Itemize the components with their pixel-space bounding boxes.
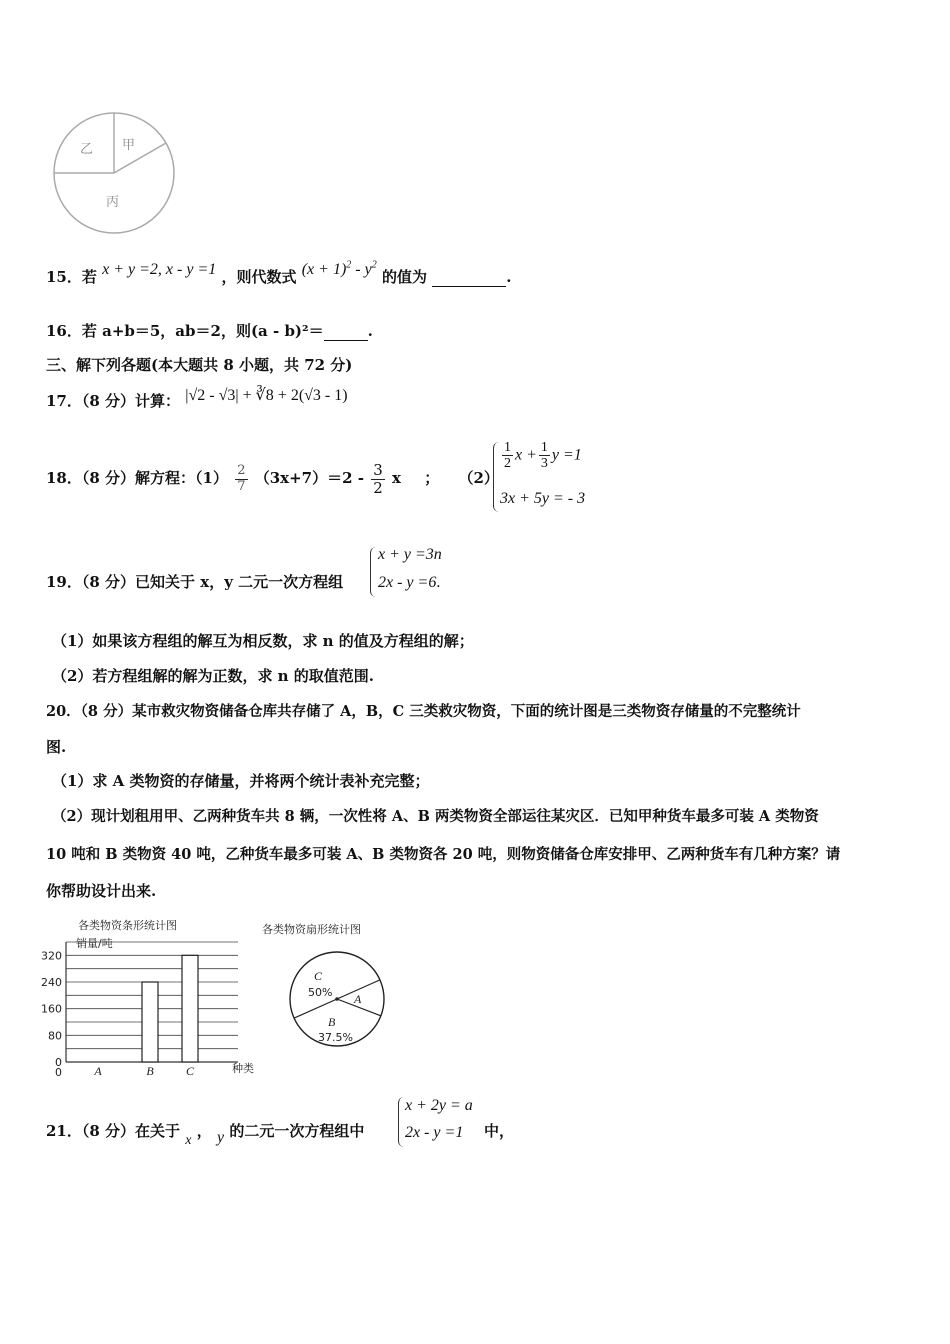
q15-answer-blank[interactable] bbox=[432, 286, 506, 287]
question-19 bbox=[46, 571, 343, 592]
pie-chart-center bbox=[335, 997, 339, 1001]
q16-answer-blank[interactable] bbox=[324, 340, 368, 341]
question-18 bbox=[46, 462, 499, 496]
q18-system-eq1: $\frac{1}{2}$ x + $\frac{1}{3}$ y =1 bbox=[504, 440, 582, 472]
q17-prefix: 17．（8 分）计算： bbox=[46, 392, 181, 410]
q18-prefix: 18．（8 分）解方程：（1） bbox=[46, 469, 228, 487]
q20-part2-line3: 你帮助设计出来. bbox=[46, 882, 157, 900]
q18-system-brace bbox=[493, 442, 500, 512]
bar-chart-xlabel: 种类 bbox=[232, 1062, 254, 1075]
bar-chart-title: 各类物资条形统计图 bbox=[78, 919, 177, 932]
q19-prefix: 19．（8 分）已知关于 x，y 二元一次方程组 bbox=[46, 573, 344, 591]
q18-mid: （3x+7）＝2 - bbox=[254, 469, 365, 487]
q21-comma: ， bbox=[196, 1122, 212, 1140]
top-pie-label-bing: 丙 bbox=[106, 195, 120, 210]
bar-category-c: C bbox=[185, 1064, 195, 1078]
q18-separator: ； bbox=[424, 469, 440, 487]
q19-part2: （2）若方程组解的解为正数，求 n 的取值范围. bbox=[52, 667, 375, 685]
question-21 bbox=[46, 1120, 365, 1148]
q15-mid: ，则代数式 bbox=[221, 268, 297, 286]
bar-b bbox=[142, 982, 158, 1062]
q21-end: 中， bbox=[484, 1122, 515, 1140]
q21-x: x bbox=[185, 1133, 192, 1148]
bar-chart-ytick: 0 bbox=[55, 1056, 62, 1069]
q15-condition: x + y =2, x - y =1 bbox=[102, 261, 217, 278]
q20-line2: 图. bbox=[46, 738, 67, 756]
q18-system-eq2: 3x + 5y = - 3 bbox=[500, 490, 586, 507]
pie-label-b: B bbox=[328, 1015, 336, 1029]
bar-chart bbox=[40, 930, 270, 1078]
pie-label-a: A bbox=[354, 992, 362, 1006]
pie-chart bbox=[282, 944, 392, 1054]
pie-value-b: 37.5% bbox=[318, 1031, 353, 1044]
bar-category-a: A bbox=[94, 1064, 102, 1078]
pie-value-c: 50% bbox=[308, 986, 333, 999]
q18-x: x bbox=[392, 469, 401, 487]
bar-chart-ylabel: 销量/吨 bbox=[76, 937, 113, 950]
pie-label-c: C bbox=[314, 969, 323, 983]
bar-chart-ytick: 240 bbox=[41, 976, 62, 989]
q19-part1: （1）如果该方程组的解互为相反数，求 n 的值及方程组的解； bbox=[52, 632, 474, 650]
q20-part2-line2: 10 吨和 B 类物资 40 吨，乙种货车最多可装 A、B 类物资各 20 吨，则物资储备仓库安排甲、乙两种货车有几种方案？请 bbox=[46, 846, 841, 863]
q15-expression: $(x + 1)^2 - y^2$ bbox=[301, 259, 377, 278]
top-pie-chart bbox=[50, 112, 180, 234]
q15-end: 的值为 bbox=[381, 268, 427, 286]
q20-line1: 20．（8 分）某市救灾物资储备仓库共存储了 A，B，C 三类救灾物资，下面的统计图是三类物资存储量的不完整统计 bbox=[46, 703, 801, 720]
section-3-title: 三、解下列各题(本大题共 8 小题，共 72 分) bbox=[46, 356, 353, 374]
q18-part2: （2） bbox=[458, 469, 499, 487]
q16-text: 16．若 a+b＝5，ab＝2，则(a - b)²＝ bbox=[46, 322, 324, 340]
q17-expression: |√2 - √3| + ∛8 + 2(√3 - 1) bbox=[185, 387, 348, 404]
q21-y: y bbox=[216, 1129, 225, 1146]
question-17 bbox=[46, 387, 348, 411]
bar-chart-ytick: 160 bbox=[41, 1002, 62, 1016]
q18-fraction-3-2: $\frac{3}{2}$ bbox=[373, 461, 383, 497]
q21-prefix: 21．（8 分）在关于 bbox=[46, 1122, 181, 1140]
q15-number: 15．若 bbox=[46, 268, 97, 286]
bar-c bbox=[182, 955, 198, 1062]
bar-chart-origin: 0 bbox=[55, 1066, 62, 1078]
pie-chart-title: 各类物资扇形统计图 bbox=[262, 923, 361, 936]
q21-mid: 的二元一次方程组中 bbox=[229, 1122, 365, 1140]
q20-part2-line1: （2）现计划租用甲、乙两种货车共 8 辆，一次性将 A、B 两类物资全部运往某灾区．已知甲种货车最多可装 A 类物资 bbox=[52, 808, 819, 825]
top-pie-label-jia: 甲 bbox=[122, 138, 136, 153]
question-16: 16．若 a+b＝5，ab＝2，则(a - b)²＝ . bbox=[46, 322, 373, 340]
bar-chart-ytick: 80 bbox=[48, 1029, 62, 1043]
q20-part1: （1）求 A 类物资的存储量，并将两个统计表补充完整； bbox=[52, 772, 430, 790]
q21-system-eq1: x + 2y = a bbox=[405, 1097, 473, 1114]
q18-fraction-2-7: $\frac{2}{7}$ bbox=[237, 463, 246, 494]
top-pie-label-yi: 乙 bbox=[80, 142, 94, 157]
question-15: 15．若 x + y =2, x - y =1 ，则代数式 $(x + 1)^2 - y^2$ 的值为 . bbox=[46, 259, 512, 286]
bar-category-b: B bbox=[146, 1064, 154, 1078]
q21-system-brace bbox=[398, 1097, 405, 1147]
q19-system-eq1: x + y =3n bbox=[378, 546, 442, 563]
bar-chart-ytick: 320 bbox=[41, 949, 62, 963]
q21-system-eq2: 2x - y =1 bbox=[405, 1124, 464, 1141]
q19-system-brace bbox=[370, 547, 377, 597]
q19-system-eq2: 2x - y =6. bbox=[378, 574, 441, 591]
